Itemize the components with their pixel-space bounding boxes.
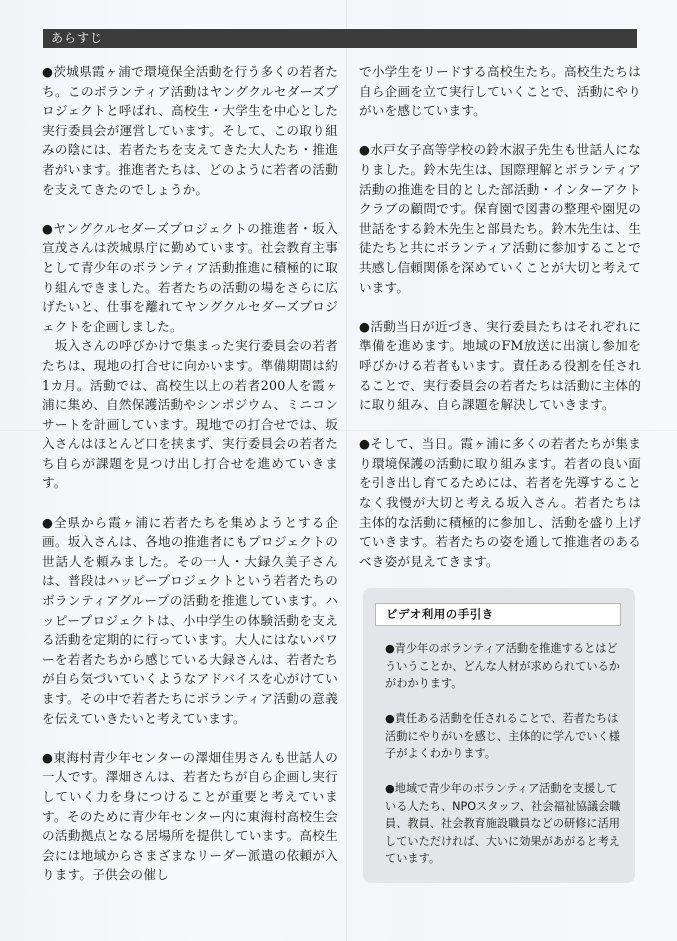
video-guide-title-box <box>375 603 621 626</box>
synopsis-paragraph: ●そして、当日。霞ヶ浦に多くの若者たちが集まり環境保護の活動に取り組みます。若者の良い面を引き出し育てるためには、若者を先導することなく我慢が大切と考える坂入さん。若者たちは主体的な活動に積極的に参加し、活動を盛り上げていきます。若者たちの姿を通して推進者のあるべき姿が見えてきます。 <box>359 436 641 569</box>
video-guide-item: ●責任ある活動を任されることで、若者たちは活動にやりがいを感じ、主体的に学んでいく様子がよくわかります。 <box>385 712 620 760</box>
synopsis-paragraph: 坂入さんの呼びかけで集まった実行委員会の若者たちは、現地の打合せに向かいます。準備期間は約1カ月。活動では、高校生以上の若者200人を霞ヶ浦に集め、自然保護活動やシンポジウム、ミニコンサートを計画しています。現地での打合せでは、坂入さんはほとんど口を挟まず、実行委員会の若者たち自らが課題を見つけ出し打合せを進めていきます。 <box>42 338 338 491</box>
page-fold-vertical <box>346 0 347 941</box>
synopsis-paragraph: ●活動当日が近づき、実行委員たちはそれぞれに準備を進めます。地域のFM放送に出演し参加を呼びかける若者もいます。責任ある役割を任されることで、実行委員会の若者たちは活動に主体的に取り組み、自ら課題を解決していきます。 <box>359 318 641 413</box>
synopsis-paragraph: ●茨城県霞ヶ浦で環境保全活動を行う多くの若者たち。このボランティア活動はヤングクルセダーズプロジェクトと呼ばれ、高校生・大学生を中心とした実行委員会が運営しています。そして、この取り組みの陰には、若者たちを支えてきた大人たち・推進者がいます。推進者たちは、どのように若者の活動を支えてきたのでしょうか。 <box>42 64 338 197</box>
synopsis-paragraph: ●ヤングクルセダーズプロジェクトの推進者・坂入宣茂さんは茨城県庁に勤めています。社会教育主事として青少年のボランティア活動推進に積極的に取り組んできました。若者たちの活動の場をさらに広げたいと、仕事を離れてヤングクルセダーズプロジェクトを企画しました。 <box>42 220 338 334</box>
left-column <box>42 62 338 885</box>
section-title: あらすじ <box>51 31 104 45</box>
video-guide-title: ビデオ利用の手引き <box>386 607 494 621</box>
video-guide-list <box>385 640 621 885</box>
right-column <box>359 62 641 571</box>
section-header-bar <box>43 29 637 48</box>
video-guide-item: ●青少年のボランティア活動を推進するとはどういうことか、どんな人材が求められているかがわかります。 <box>385 642 620 690</box>
synopsis-paragraph: ●水戸女子高等学校の鈴木淑子先生も世話人になりました。鈴木先生は、国際理解とボランティア活動の推進を目的とした部活動・インターアクトクラブの顧問です。保育園で図書の整理や園児の世話をする鈴木先生と部員たち。鈴木先生は、生徒たちと共にボランティア活動に参加することで共感し信頼関係を深めていくことが大切と考えています。 <box>359 142 641 295</box>
synopsis-paragraph: で小学生をリードする高校生たち。高校生たちは自ら企画を立て実行していくことで、活動にやりがいを感じています。 <box>359 64 641 119</box>
synopsis-paragraph: ●東海村青少年センターの澤畑佳男さんも世話人の一人です。澤畑さんは、若者たちが自ら企画し実行していく力を身につけることが重要と考えています。そのために青少年センター内に東海村高校生会の活動拠点となる居場所を提供しています。高校生会には地域からさまざまなリーダー派遣の依頼が入ります。子供会の催し <box>42 749 338 883</box>
video-guide-box <box>363 588 635 883</box>
synopsis-paragraph: ●全県から霞ヶ浦に若者たちを集めようとする企画。坂入さんは、各地の推進者にもプロジェクトの世話人を頼みました。その一人・大録久美子さんは、普段はハッピープロジェクトという若者たちのボランティアグループの活動を推進しています。ハッピープロジェクトは、小中学生の体験活動を支える活動を定期的に行っています。大人にはないパワーを若者たちから感じている大録さんは、若者たちが自ら気づいていくようなアドバイスを心がけています。その中で若者たちにボランティア活動の意義を伝えていきたいと考えています。 <box>42 514 338 726</box>
video-guide-item: ●地域で青少年のボランティア活動を支援している人たち、NPOスタッフ、社会福祉協議会職員、教員、社会教育施設職員などの研修に活用していただければ、大いに効果があがると考えています。 <box>385 782 621 865</box>
